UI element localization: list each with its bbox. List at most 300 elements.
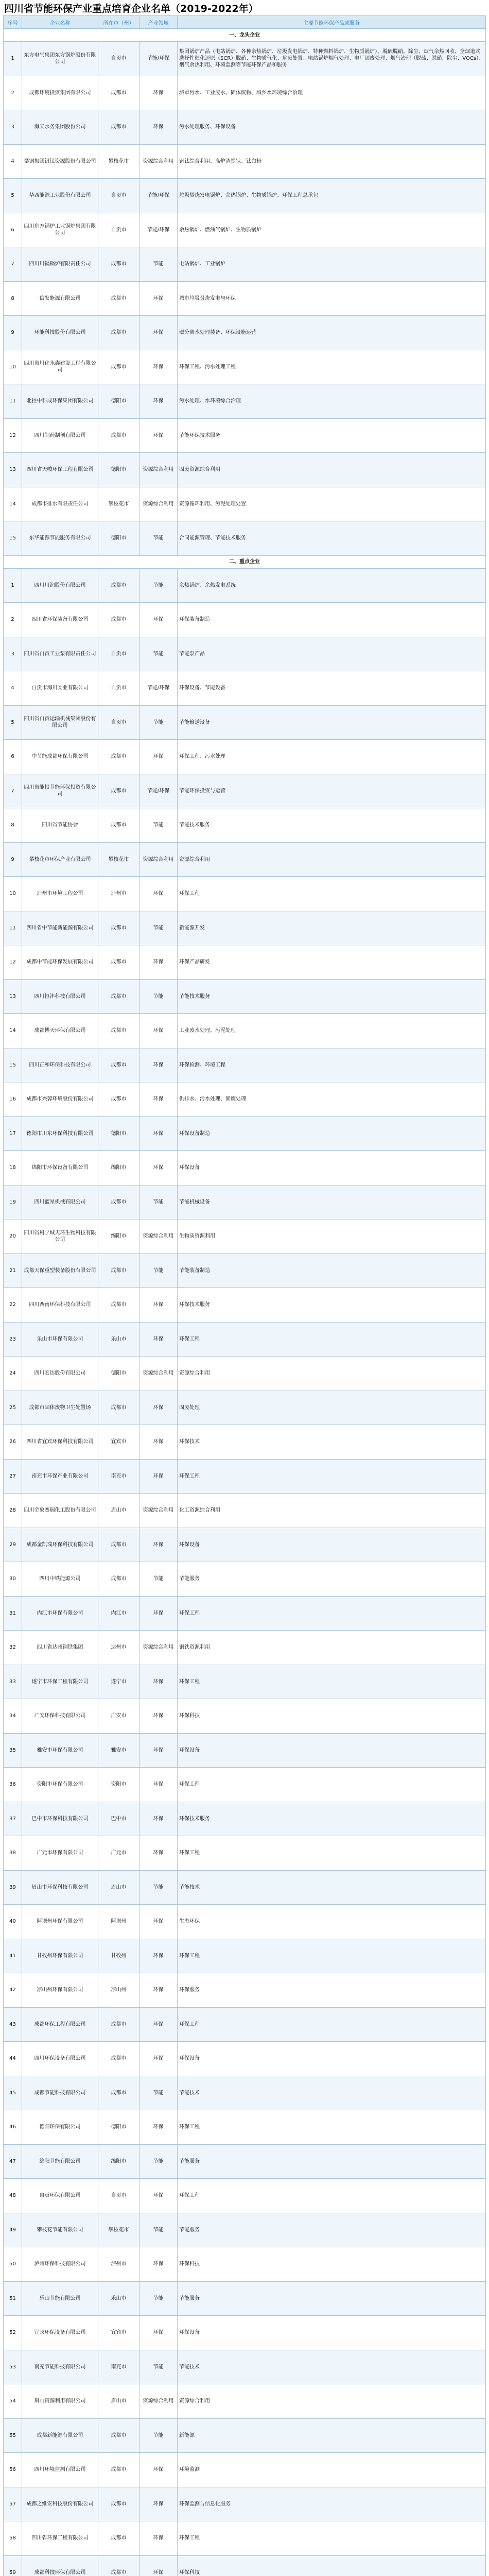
- cell-company-name: 甘孜州环保有限公司: [22, 1939, 98, 1973]
- cell-field: 节能: [139, 2350, 178, 2384]
- cell-city: 成都市: [98, 1082, 139, 1117]
- table-row: [4, 521, 486, 556]
- cell-products: 环保产品研发: [178, 945, 486, 980]
- table-row: [4, 453, 486, 487]
- cell-number: 51: [4, 2281, 22, 2316]
- table-row: [4, 1562, 486, 1597]
- cell-number: 46: [4, 2110, 22, 2145]
- cell-products: 环保工程: [178, 2007, 486, 2042]
- cell-number: 47: [4, 2144, 22, 2179]
- table-row: [4, 384, 486, 419]
- cell-number: 8: [4, 808, 22, 843]
- cell-field: 环保: [139, 281, 178, 316]
- table-row: [4, 1665, 486, 1699]
- cell-field: 环保: [139, 2247, 178, 2282]
- cell-number: 27: [4, 1459, 22, 1494]
- table-row: [4, 842, 486, 877]
- section-row: [4, 29, 486, 42]
- table-row: [4, 2179, 486, 2213]
- table-row: [4, 144, 486, 179]
- cell-company-name: 四川省能投节能环保投资有限公司: [22, 774, 98, 808]
- cell-company-name: 海天水务集团股份公司: [22, 110, 98, 145]
- cell-products: 节能技术: [178, 2076, 486, 2110]
- cell-city: 成都市: [98, 2555, 139, 2576]
- cell-field: 环保: [139, 1425, 178, 1460]
- cell-number: 57: [4, 2487, 22, 2521]
- cell-number: 41: [4, 1939, 22, 1973]
- table-row: [4, 1836, 486, 1871]
- cell-number: 4: [4, 144, 22, 179]
- cell-company-name: 资阳市环保有限公司: [22, 1768, 98, 1802]
- table-row: [4, 2281, 486, 2316]
- cell-number: 55: [4, 2418, 22, 2453]
- cell-products: 节能服务: [178, 2144, 486, 2179]
- cell-city: 泸州市: [98, 877, 139, 911]
- cell-products: 节能输送设备: [178, 705, 486, 740]
- cell-products: 环保科技: [178, 2247, 486, 2282]
- section-row: [4, 555, 486, 568]
- cell-company-name: 四川正和环保科技有限公司: [22, 1048, 98, 1082]
- cell-city: 成都市: [98, 2418, 139, 2453]
- cell-company-name: 四川省达州钢铁集团: [22, 1631, 98, 1665]
- cell-number: 53: [4, 2350, 22, 2384]
- cell-products: 环保工程: [178, 1459, 486, 1494]
- cell-field: 环保: [139, 1596, 178, 1631]
- cell-number: 16: [4, 1082, 22, 1117]
- cell-products: 资源综合利用: [178, 842, 486, 877]
- cell-products: 环保设备: [178, 2042, 486, 2076]
- cell-city: 成都市: [98, 110, 139, 145]
- cell-city: 自贡市: [98, 637, 139, 671]
- cell-city: 眉山市: [98, 2384, 139, 2419]
- cell-city: 成都市: [98, 1014, 139, 1048]
- cell-city: 阿坝州: [98, 1905, 139, 1939]
- cell-products: 资源综合利用: [178, 1357, 486, 1391]
- cell-company-name: 眉山市环保科技有限公司: [22, 1870, 98, 1905]
- cell-field: 节能/环保: [139, 671, 178, 706]
- cell-products: 钢铁资源利用: [178, 1631, 486, 1665]
- cell-field: 环保: [139, 1322, 178, 1357]
- table-row: [4, 1151, 486, 1185]
- table-row: [4, 603, 486, 637]
- cell-company-name: 成都环保工程有限公司: [22, 2007, 98, 2042]
- table-row: [4, 1973, 486, 2008]
- table-row: [4, 911, 486, 945]
- cell-city: 德阳市: [98, 1357, 139, 1391]
- cell-company-name: 成都市兴蓉环境股份有限公司: [22, 1082, 98, 1117]
- cell-products: 环保装备制造: [178, 603, 486, 637]
- cell-city: 自贡市: [98, 179, 139, 213]
- cell-city: 攀枝花市: [98, 842, 139, 877]
- table-row: [4, 2418, 486, 2453]
- cell-field: 节能: [139, 2281, 178, 2316]
- cell-field: 资源综合利用: [139, 1494, 178, 1528]
- cell-city: 攀枝花市: [98, 144, 139, 179]
- cell-company-name: 四川省节能协会: [22, 808, 98, 843]
- cell-products: 环保工程: [178, 1939, 486, 1973]
- cell-field: 资源综合利用: [139, 1357, 178, 1391]
- table-row: [4, 2213, 486, 2247]
- table-row: [4, 76, 486, 110]
- cell-products: 污水处理服务、环保设备: [178, 110, 486, 145]
- cell-products: 环保设备: [178, 1733, 486, 1768]
- table-row: [4, 2247, 486, 2282]
- cell-number: 7: [4, 247, 22, 282]
- cell-number: 24: [4, 1357, 22, 1391]
- cell-city: 眉山市: [98, 1494, 139, 1528]
- cell-city: 成都市: [98, 2042, 139, 2076]
- table-row: [4, 740, 486, 774]
- cell-number: 18: [4, 1151, 22, 1185]
- cell-city: 凉山州: [98, 1973, 139, 2008]
- cell-company-name: 内江市环保有限公司: [22, 1596, 98, 1631]
- cell-city: 自贡市: [98, 2179, 139, 2213]
- cell-company-name: 成都之维安科技股份有限公司: [22, 2487, 98, 2521]
- table-row: [4, 487, 486, 521]
- cell-number: 2: [4, 76, 22, 110]
- cell-city: 雅安市: [98, 1733, 139, 1768]
- table-row: [4, 1014, 486, 1048]
- table-row: [4, 2042, 486, 2076]
- table-row: [4, 418, 486, 453]
- table-row: [4, 2555, 486, 2576]
- cell-number: 3: [4, 110, 22, 145]
- table-row: [4, 1425, 486, 1460]
- cell-company-name: 成都科技环保有限公司: [22, 2555, 98, 2576]
- cell-city: 成都市: [98, 1185, 139, 1219]
- cell-products: 节能装备制造: [178, 1253, 486, 1288]
- cell-company-name: 中节能成都环保有限公司: [22, 740, 98, 774]
- cell-company-name: 凉山州环保有限公司: [22, 1973, 98, 2008]
- cell-field: 环保: [139, 418, 178, 453]
- cell-number: 14: [4, 1014, 22, 1048]
- cell-field: 节能: [139, 2213, 178, 2247]
- cell-city: 资阳市: [98, 1768, 139, 1802]
- cell-products: 电站锅炉、工业锅炉: [178, 247, 486, 282]
- cell-products: 资源综合利用: [178, 2384, 486, 2419]
- cell-number: 22: [4, 1288, 22, 1323]
- cell-products: 环保技术: [178, 1425, 486, 1460]
- header-city: 所在市（州）: [98, 16, 139, 29]
- cell-field: 环保: [139, 110, 178, 145]
- page-title: 四川省节能环保产业重点培育企业名单（2019-2022年）: [3, 2, 486, 15]
- cell-city: 眉山市: [98, 1870, 139, 1905]
- cell-field: 环保: [139, 1939, 178, 1973]
- cell-products: 生态环保: [178, 1905, 486, 1939]
- cell-products: 节能机械设备: [178, 1185, 486, 1219]
- cell-city: 南充市: [98, 1459, 139, 1494]
- cell-products: 节能环保投资与运营: [178, 774, 486, 808]
- cell-field: 环保: [139, 384, 178, 419]
- cell-company-name: 四川蓝星机械有限公司: [22, 1185, 98, 1219]
- table-row: [4, 808, 486, 843]
- table-row: [4, 877, 486, 911]
- cell-number: 12: [4, 945, 22, 980]
- cell-number: 21: [4, 1253, 22, 1288]
- cell-number: 1: [4, 42, 22, 76]
- cell-city: 成都市: [98, 568, 139, 603]
- cell-company-name: 四川省宜宾环保科技有限公司: [22, 1425, 98, 1460]
- cell-company-name: 信发能源有限公司: [22, 281, 98, 316]
- cell-field: 环保: [139, 2042, 178, 2076]
- table-row: [4, 979, 486, 1014]
- cell-city: 成都市: [98, 418, 139, 453]
- cell-products: 环保技术服务: [178, 1802, 486, 1836]
- cell-products: 节能服务: [178, 2213, 486, 2247]
- cell-city: 德阳市: [98, 521, 139, 556]
- cell-number: 54: [4, 2384, 22, 2419]
- table-row: [4, 1494, 486, 1528]
- cell-city: 自贡市: [98, 42, 139, 76]
- table-row: [4, 1391, 486, 1425]
- cell-products: 节能环保技术服务: [178, 418, 486, 453]
- table-row: [4, 1768, 486, 1802]
- cell-city: 成都市: [98, 740, 139, 774]
- cell-company-name: 攀枝花节能有限公司: [22, 2213, 98, 2247]
- cell-field: 环保: [139, 76, 178, 110]
- cell-products: 磁分离水处理装备、环保设施运营: [178, 316, 486, 350]
- cell-field: 环保: [139, 1768, 178, 1802]
- table-row: [4, 110, 486, 145]
- section-title: 二、重点企业: [4, 555, 486, 568]
- cell-city: 遂宁市: [98, 1665, 139, 1699]
- header-products: 主要节能环保产品或服务: [178, 16, 486, 29]
- table-row: [4, 1219, 486, 1254]
- cell-field: 环保: [139, 2521, 178, 2556]
- table-row: [4, 637, 486, 671]
- cell-company-name: 四川川锅锅炉有限责任公司: [22, 247, 98, 282]
- cell-city: 攀枝花市: [98, 487, 139, 521]
- cell-company-name: 攀钢集团钒钛资源股份有限公司: [22, 144, 98, 179]
- table-row: [4, 2076, 486, 2110]
- table-row: [4, 1733, 486, 1768]
- cell-number: 50: [4, 2247, 22, 2282]
- cell-field: 资源综合利用: [139, 842, 178, 877]
- cell-field: 环保: [139, 603, 178, 637]
- cell-company-name: 北控中科成环保集团有限公司: [22, 384, 98, 419]
- cell-company-name: 四川省自贡工业泵有限责任公司: [22, 637, 98, 671]
- table-row: [4, 1699, 486, 1734]
- cell-city: 巴中市: [98, 1802, 139, 1836]
- cell-city: 宜宾市: [98, 2316, 139, 2350]
- cell-city: 绵阳市: [98, 1219, 139, 1254]
- cell-city: 成都市: [98, 2076, 139, 2110]
- table-row: [4, 1939, 486, 1973]
- cell-field: 资源综合利用: [139, 144, 178, 179]
- cell-products: 污水处理、水环境综合治理: [178, 384, 486, 419]
- cell-field: 节能: [139, 705, 178, 740]
- cell-number: 5: [4, 705, 22, 740]
- cell-field: 环保: [139, 2487, 178, 2521]
- cell-field: 节能: [139, 2076, 178, 2110]
- cell-company-name: 四川川润股份有限公司: [22, 568, 98, 603]
- table-row: [4, 671, 486, 706]
- cell-city: 成都市: [98, 2453, 139, 2487]
- cell-field: 节能/环保: [139, 42, 178, 76]
- table-row: [4, 2521, 486, 2556]
- cell-company-name: 成都中节能环保发展有限公司: [22, 945, 98, 980]
- cell-field: 节能: [139, 808, 178, 843]
- cell-company-name: 成都市排水有限责任公司: [22, 487, 98, 521]
- cell-city: 成都市: [98, 1528, 139, 1562]
- cell-company-name: 自贡环保有限公司: [22, 2179, 98, 2213]
- cell-company-name: 自贡市海川实业有限公司: [22, 671, 98, 706]
- cell-field: 环保: [139, 877, 178, 911]
- table-row: [4, 1185, 486, 1219]
- cell-field: 环保: [139, 1459, 178, 1494]
- table-row: [4, 945, 486, 980]
- cell-products: 环保科技: [178, 1699, 486, 1734]
- cell-number: 42: [4, 1973, 22, 2008]
- table-row: [4, 2007, 486, 2042]
- cell-field: 节能/环保: [139, 213, 178, 247]
- cell-products: 环保设备: [178, 1528, 486, 1562]
- cell-products: 城市垃圾焚烧发电与环保: [178, 281, 486, 316]
- section-title: 一、龙头企业: [4, 29, 486, 42]
- cell-products: 环保技术服务: [178, 1288, 486, 1323]
- cell-products: 垃圾焚烧发电锅炉、余热锅炉、生物质锅炉、环保工程总承包: [178, 179, 486, 213]
- cell-city: 广元市: [98, 1836, 139, 1871]
- cell-company-name: 成都博天环保有限公司: [22, 1014, 98, 1048]
- cell-company-name: 德阳市川东环保科技有限公司: [22, 1116, 98, 1151]
- cell-city: 德阳市: [98, 453, 139, 487]
- table-row: [4, 42, 486, 76]
- cell-company-name: 泸州环保科技有限公司: [22, 2247, 98, 2282]
- cell-city: 乐山市: [98, 1322, 139, 1357]
- cell-number: 2: [4, 603, 22, 637]
- cell-company-name: 成都新能源有限公司: [22, 2418, 98, 2453]
- cell-company-name: 成都节能科技有限公司: [22, 2076, 98, 2110]
- cell-field: 环保: [139, 2555, 178, 2576]
- cell-city: 成都市: [98, 1391, 139, 1425]
- cell-products: 环境监测: [178, 2453, 486, 2487]
- cell-products: 环保工程、污水处理: [178, 740, 486, 774]
- table-row: [4, 1082, 486, 1117]
- cell-number: 44: [4, 2042, 22, 2076]
- cell-field: 资源综合利用: [139, 453, 178, 487]
- cell-products: 化工资源综合利用: [178, 1494, 486, 1528]
- cell-field: 环保: [139, 1733, 178, 1768]
- cell-city: 成都市: [98, 76, 139, 110]
- cell-company-name: 成都市固体废物卫生处置场: [22, 1391, 98, 1425]
- cell-number: 17: [4, 1116, 22, 1151]
- cell-company-name: 攀枝花市环保产业有限公司: [22, 842, 98, 877]
- cell-city: 成都市: [98, 979, 139, 1014]
- cell-company-name: 绵阳节能有限公司: [22, 2144, 98, 2179]
- cell-number: 12: [4, 418, 22, 453]
- cell-number: 37: [4, 1802, 22, 1836]
- cell-company-name: 眉山资源利用有限公司: [22, 2384, 98, 2419]
- cell-number: 59: [4, 2555, 22, 2576]
- cell-company-name: 环能科技股份有限公司: [22, 316, 98, 350]
- cell-company-name: 四川省自贡运输机械集团股份有限公司: [22, 705, 98, 740]
- cell-number: 40: [4, 1905, 22, 1939]
- cell-field: 环保: [139, 1391, 178, 1425]
- table-row: [4, 2144, 486, 2179]
- cell-products: 环保工程: [178, 1836, 486, 1871]
- cell-products: 环保设备: [178, 1151, 486, 1185]
- cell-products: 资源循环利用、污泥处理处置: [178, 487, 486, 521]
- table-row: [4, 1048, 486, 1082]
- cell-field: 环保: [139, 2316, 178, 2350]
- cell-city: 宜宾市: [98, 1425, 139, 1460]
- cell-city: 成都市: [98, 1562, 139, 1597]
- cell-company-name: 绵阳市环保设备有限公司: [22, 1151, 98, 1185]
- cell-number: 13: [4, 979, 22, 1014]
- cell-field: 资源综合利用: [139, 1631, 178, 1665]
- cell-number: 39: [4, 1870, 22, 1905]
- cell-city: 自贡市: [98, 671, 139, 706]
- cell-company-name: 四川环境监测有限公司: [22, 2453, 98, 2487]
- cell-products: 环保服务: [178, 1973, 486, 2008]
- cell-city: 德阳市: [98, 384, 139, 419]
- cell-city: 泸州市: [98, 2247, 139, 2282]
- cell-city: 成都市: [98, 316, 139, 350]
- cell-number: 31: [4, 1596, 22, 1631]
- cell-number: 13: [4, 453, 22, 487]
- cell-field: 环保: [139, 2179, 178, 2213]
- cell-products: 固废资源综合利用: [178, 453, 486, 487]
- table-row: [4, 705, 486, 740]
- cell-company-name: 四川制药制剂有限公司: [22, 418, 98, 453]
- table-row: [4, 213, 486, 247]
- cell-company-name: 阿坝州环保有限公司: [22, 1905, 98, 1939]
- cell-company-name: 成都环境投资集团有限公司: [22, 76, 98, 110]
- table-row: [4, 247, 486, 282]
- cell-products: 环保设备制造: [178, 1116, 486, 1151]
- table-row: [4, 1528, 486, 1562]
- cell-number: 58: [4, 2521, 22, 2556]
- cell-company-name: 成都天保重型装备股份有限公司: [22, 1253, 98, 1288]
- cell-company-name: 乐山市环保有限公司: [22, 1322, 98, 1357]
- cell-company-name: 四川中铁能源公司: [22, 1562, 98, 1597]
- cell-city: 德阳市: [98, 2110, 139, 2145]
- cell-number: 49: [4, 2213, 22, 2247]
- cell-city: 成都市: [98, 1253, 139, 1288]
- cell-number: 43: [4, 2007, 22, 2042]
- cell-city: 达州市: [98, 1631, 139, 1665]
- cell-field: 节能: [139, 247, 178, 282]
- cell-city: 成都市: [98, 774, 139, 808]
- cell-company-name: 巴中市环保科技有限公司: [22, 1802, 98, 1836]
- cell-city: 成都市: [98, 2487, 139, 2521]
- cell-number: 9: [4, 316, 22, 350]
- cell-city: 德阳市: [98, 1116, 139, 1151]
- cell-products: 环保工程: [178, 2110, 486, 2145]
- cell-field: 节能: [139, 1562, 178, 1597]
- table-row: [4, 2453, 486, 2487]
- cell-number: 34: [4, 1699, 22, 1734]
- cell-company-name: 遂宁市环保工程有限公司: [22, 1665, 98, 1699]
- cell-city: 绵阳市: [98, 1151, 139, 1185]
- cell-number: 15: [4, 1048, 22, 1082]
- cell-products: 环保监测与信息化服务: [178, 2487, 486, 2521]
- cell-field: 环保: [139, 1973, 178, 2008]
- cell-field: 环保: [139, 350, 178, 384]
- cell-products: 环保工程: [178, 1768, 486, 1802]
- cell-number: 15: [4, 521, 22, 556]
- cell-field: 环保: [139, 2110, 178, 2145]
- cell-products: 供排水、污水处理、固废处理: [178, 1082, 486, 1117]
- cell-city: 自贡市: [98, 213, 139, 247]
- cell-company-name: 四川金象赛瑞化工股份有限公司: [22, 1494, 98, 1528]
- cell-company-name: 南充节能科技有限公司: [22, 2350, 98, 2384]
- cell-company-name: 宜宾环保设备有限公司: [22, 2316, 98, 2350]
- cell-city: 甘孜州: [98, 1939, 139, 1973]
- cell-city: 成都市: [98, 945, 139, 980]
- cell-city: 成都市: [98, 1288, 139, 1323]
- cell-number: 19: [4, 1185, 22, 1219]
